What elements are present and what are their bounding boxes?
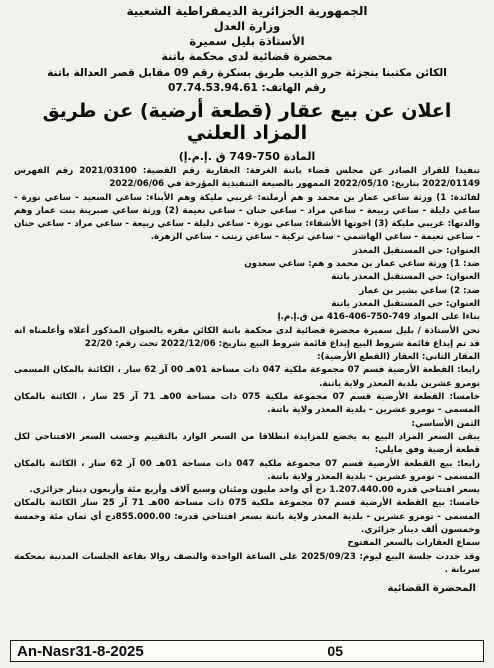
paragraph-plot-4: رابعا: القطعة الأرضية قسم 07 مجموعة ملكية 047 ذات مساحة 01هـ 00 آر 62 سار ، الكائنة بالمكان المسمى نومرو عشرين بلدية المعذر ولاية باتنة. bbox=[14, 365, 480, 389]
header-block bbox=[14, 4, 480, 96]
header-phone: رقم الهاتف: 07.74.53.94.61 bbox=[168, 82, 326, 94]
header-ministry: وزارة العدل bbox=[213, 19, 281, 33]
header-bailiff-name: الأستاذة بليل سميرة bbox=[189, 34, 305, 48]
paragraph-execution: تنفيذا للقرار الصادر عن مجلس قضاء باتنة الغرفة: العقارية رقم القضية: 2021/03100 رقم الفهرس 2022/01149 بتاريخ: 2022/05/10 الممهور بالصيغة التنفيذية المؤرخة في 2022/06/06 bbox=[14, 166, 481, 190]
paragraph-open-price: سماع العقارات بالسعر المفتوح bbox=[347, 538, 480, 549]
paragraph-against-2: ضد: 2) ساعي بشير بن عمار bbox=[359, 285, 480, 296]
paragraph-price-heading: الثمن الأساسي: bbox=[411, 418, 480, 429]
paragraph-sale-plot-4: رابعا: بيع القطعة الأرضية قسم 07 مجموعة ملكية 047 ذات مساحة 01هـ 00 آر 62 سار ، الكائنة بالمكان المسمى - نومرو عشرين - بلدية المعذر ولاية باتنة. bbox=[14, 458, 480, 482]
paragraph-against-1: ضد: 1) ورثة ساعي عمار بن محمد و هم: ساعي سعدون bbox=[244, 259, 480, 270]
page-number: 05 bbox=[327, 643, 343, 659]
paragraph-beneficiaries-address: العنوان: حي المستقبل المعذر bbox=[352, 245, 480, 256]
paragraph-legal-basis: بناءا على المواد 749-750-406-416 من ق.إ.م.إ bbox=[277, 312, 480, 323]
newspaper-footer bbox=[10, 640, 484, 662]
announcement-legal-reference: المادة 750-749 ق .إ.م.إ) bbox=[178, 150, 316, 163]
paragraph-price-rule: يبقى السعر المراد البيع به يخضع للمزايدة انطلاقا من السعر الوارد بالتقييم وحسب السعر الافتتاحي لكل قطعة أرضية وفق مايلي: bbox=[14, 431, 480, 456]
announcement-title: اعلان عن بيع عقار (قطعة أرضية) عن طريق المزاد العلني bbox=[42, 100, 452, 144]
announcement-body bbox=[14, 165, 480, 577]
paragraph-against-2-address: العنوان: حي المستقبل المعذر باتنة bbox=[331, 298, 480, 309]
header-bailiff-role: محضرة قضائية لدى محكمة باتنة bbox=[161, 50, 333, 63]
paragraph-beneficiaries: لفائدة: 1) ورثة ساعي عمار بن محمد و هم أرملته: غريبي مليكة وهم الأبناء: ساعي السعيد - ساعي نورة - ساعي دليلة - ساعي ربيعة - ساعي مراد - ساعي حنان - ساعي نعيمة (2) ورثة ساعي صبرينة بنت عمار وهم والدتها: غريبي مليكة (3) اخوتها الأشقاء: ساعي نورة - ساعي دليلة - ساعي ربيعة - ساعي مراد - ساعي حنان - ساعي نعيمة - ساعي الهاشمي - ساعي تركية - ساعي زينب - ساعي الزهرة. bbox=[14, 192, 481, 243]
header-address: الكائن مكتبنا بنجزئة جرو الذيب طريق بسكرة رقم 09 مقابل قصر العدالة باتنة bbox=[47, 67, 447, 79]
paragraph-session-date: وقد حددت جلسة البيع ليوم: 2025/09/23 على الساعة الواحدة والنصف زوالا بقاعة الجلسات المدنية بمحكمة سريانة . bbox=[14, 551, 481, 575]
paragraph-price-plot-4: بسعر افتتاحي قدره 1.207.440.00 دج أي واحد مليون ومئتان وسبع آلاف وأربع مئة وأربعون دينار جزائري. bbox=[29, 485, 480, 496]
header-republic: الجمهورية الجزائرية الديمقراطية الشعبية bbox=[126, 4, 368, 18]
signer-title: المحضرة القضائية bbox=[387, 583, 476, 595]
newspaper-issue: An-Nasr31-8-2025 bbox=[17, 642, 144, 660]
paragraph-sale-plot-5: خامسا: بيع القطعة الأرضية قسم 07 مجموعة ملكية 075 ذات مساحة 00هـ 71 آر 25 سار الكائنة بالمكان المسمى - نومرو عشرين - بلدية المعذر ولاية باتنة بسعر افتتاحي قدره: 855.000.00دج أي ثمان مئة وخمسة وخمسون ألف دينار جزائري. bbox=[14, 498, 481, 536]
paragraph-property-heading: المقار الثاني: العقار (القطع الأرضية): bbox=[317, 352, 480, 363]
paragraph-plot-5: خامسا: القطعة الأرضية قسم 07 مجموعة ملكية 075 ذات مساحة 00هـ 71 آر 25 سار ، الكائنة بالمكان المسمى - نومرو عشرين - بلدية المعذر ولاية باتنة. bbox=[14, 392, 480, 416]
paragraph-against-1-address: العنوان: حي المستقبل المعذر باتنة bbox=[331, 272, 480, 283]
paragraph-bailiff-notice: نحن الأستاذة / بليل سميرة محضرة قضائية لدى محكمة باتنة الكائن مقره بالعنوان المذكور أعلاه وأعلمناه انه قد تم إيداع قائمة شروط البيع إيداع قائمة شروط البيع بتاريخ: 2022/12/06 تحت رقم: 22/20 bbox=[14, 325, 480, 349]
